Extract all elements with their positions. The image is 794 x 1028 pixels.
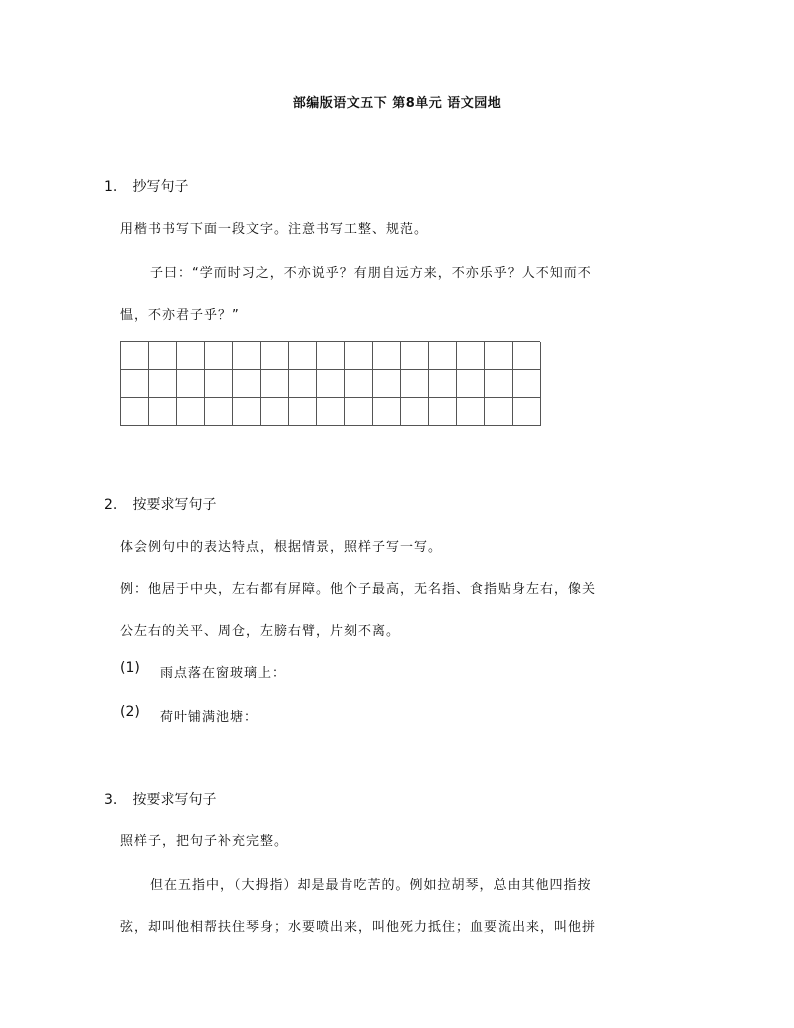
- grid-cell[interactable]: [233, 342, 261, 370]
- item-prompt: 雨点落在窗玻璃上：: [160, 666, 287, 681]
- grid-cell[interactable]: [289, 398, 317, 426]
- grid-cell[interactable]: [177, 398, 205, 426]
- passage-text-line-2: 弦，却叫他相帮扶住琴身；水要喷出来，叫他死力抵住；血要流出来，叫他拼: [120, 920, 597, 935]
- grid-cell[interactable]: [289, 370, 317, 398]
- grid-cell[interactable]: [373, 398, 401, 426]
- grid-cell[interactable]: [345, 342, 373, 370]
- grid-cell[interactable]: [485, 370, 513, 398]
- grid-cell[interactable]: [177, 370, 205, 398]
- document-title: 部编版语文五下 第8单元 语文园地: [292, 96, 502, 111]
- section-number: 1.: [104, 179, 118, 195]
- quote-text-line-2: 愠，不亦君子乎？”: [120, 308, 240, 323]
- grid-cell[interactable]: [401, 342, 429, 370]
- grid-cell[interactable]: [401, 370, 429, 398]
- grid-cell[interactable]: [233, 370, 261, 398]
- section-title: 按要求写句子: [132, 497, 217, 513]
- section-number: 3.: [104, 792, 118, 808]
- grid-cell[interactable]: [233, 398, 261, 426]
- grid-cell[interactable]: [149, 370, 177, 398]
- grid-cell[interactable]: [205, 342, 233, 370]
- section-number: 2.: [104, 497, 118, 513]
- section-title: 抄写句子: [132, 179, 189, 195]
- grid-cell[interactable]: [457, 342, 485, 370]
- item-prompt: 荷叶铺满池塘：: [160, 710, 259, 725]
- grid-cell[interactable]: [513, 370, 541, 398]
- section-2-heading: [104, 494, 216, 514]
- writing-grid[interactable]: [120, 341, 540, 427]
- grid-cell[interactable]: [317, 342, 345, 370]
- grid-cell[interactable]: [149, 342, 177, 370]
- grid-cell[interactable]: [485, 398, 513, 426]
- grid-cell[interactable]: [429, 398, 457, 426]
- grid-cell[interactable]: [121, 370, 149, 398]
- grid-cell[interactable]: [401, 398, 429, 426]
- grid-cell[interactable]: [289, 342, 317, 370]
- example-text-line-1: 例：他居于中央，左右都有屏障。他个子最高，无名指、食指贴身左右，像关: [120, 582, 597, 597]
- grid-cell[interactable]: [261, 342, 289, 370]
- grid-cell[interactable]: [513, 398, 541, 426]
- grid-cell[interactable]: [345, 370, 373, 398]
- section-1-heading: [104, 176, 188, 196]
- instruction-text: 照样子，把句子补充完整。: [120, 834, 289, 849]
- grid-cell[interactable]: [177, 342, 205, 370]
- grid-cell[interactable]: [513, 342, 541, 370]
- grid-cell[interactable]: [205, 370, 233, 398]
- section-title: 按要求写句子: [132, 792, 217, 808]
- item-number: (2): [120, 704, 140, 720]
- grid-cell[interactable]: [373, 342, 401, 370]
- item-number: (1): [120, 660, 140, 676]
- grid-cell[interactable]: [121, 398, 149, 426]
- grid-cell[interactable]: [261, 398, 289, 426]
- grid-cell[interactable]: [457, 370, 485, 398]
- instruction-text: 用楷书书写下面一段文字。注意书写工整、规范。: [120, 222, 429, 237]
- grid-cell[interactable]: [317, 398, 345, 426]
- grid-cell[interactable]: [429, 342, 457, 370]
- grid-cell[interactable]: [317, 370, 345, 398]
- instruction-text: 体会例句中的表达特点，根据情景，照样子写一写。: [120, 540, 443, 555]
- grid-cell[interactable]: [149, 398, 177, 426]
- grid-cell[interactable]: [429, 370, 457, 398]
- quote-text-line-1: 子曰：“学而时习之，不亦说乎？有朋自远方来，不亦乐乎？人不知而不: [150, 266, 592, 281]
- grid-cell[interactable]: [121, 342, 149, 370]
- grid-cell[interactable]: [345, 398, 373, 426]
- grid-cell[interactable]: [485, 342, 513, 370]
- grid-cell[interactable]: [261, 370, 289, 398]
- grid-cell[interactable]: [373, 370, 401, 398]
- grid-cell[interactable]: [205, 398, 233, 426]
- grid-cell[interactable]: [457, 398, 485, 426]
- example-text-line-2: 公左右的关平、周仓，左膀右臂，片刻不离。: [120, 624, 401, 639]
- section-3-heading: [104, 789, 216, 809]
- passage-text-line-1: 但在五指中，（大拇指）却是最肯吃苦的。例如拉胡琴，总由其他四指按: [150, 878, 592, 893]
